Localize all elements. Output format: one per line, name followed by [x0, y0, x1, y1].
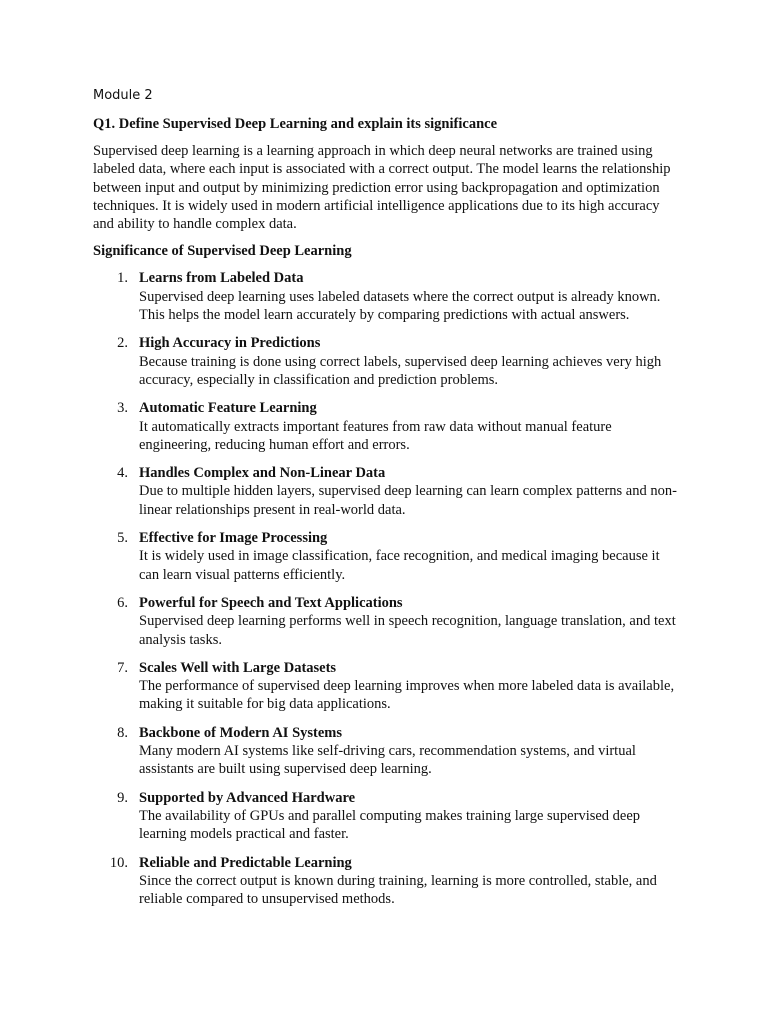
- significance-list: [93, 269, 683, 908]
- item-title: Learns from Labeled Data: [139, 270, 304, 287]
- item-number: 1.: [117, 270, 128, 287]
- item-title: High Accuracy in Predictions: [139, 335, 321, 352]
- item-body: The performance of supervised deep learning improves when more labeled data is available, making it suitable for big data applications.: [139, 678, 675, 713]
- item-number: 4.: [117, 465, 128, 482]
- item-number: 6.: [117, 594, 128, 611]
- list-item: [93, 269, 683, 324]
- item-body: It is widely used in image classification, face recognition, and medical imaging because it can learn visual patterns efficiently.: [139, 548, 660, 583]
- item-number: 8.: [117, 724, 128, 741]
- item-title: Handles Complex and Non-Linear Data: [139, 465, 386, 482]
- document-body: [93, 87, 683, 918]
- item-body: Many modern AI systems like self-driving cars, recommendation systems, and virtual assistants are built using supervised deep learning.: [139, 743, 636, 778]
- intro-paragraph: Supervised deep learning is a learning approach in which deep neural networks are trained using labeled data, where each input is associated with a correct output. The model learns the relationship between input and output by minimizing prediction error using backpropagation and optimization techniques. It is widely used in modern artificial intelligence applications due to its high accuracy and ability to handle complex data.: [93, 143, 671, 233]
- item-body: It automatically extracts important features from raw data without manual feature engineering, reducing human effort and errors.: [139, 418, 612, 453]
- list-item: [93, 789, 683, 844]
- list-item: [93, 659, 683, 714]
- item-body: Due to multiple hidden layers, supervised deep learning can learn complex patterns and non-linear relationships present in real-world data.: [139, 483, 677, 518]
- item-number: 9.: [117, 789, 128, 806]
- item-number: 2.: [117, 335, 128, 352]
- item-number: 7.: [117, 659, 128, 676]
- item-title: Reliable and Predictable Learning: [139, 854, 352, 871]
- list-item: [93, 464, 683, 519]
- list-item: [93, 724, 683, 779]
- item-number: 3.: [117, 400, 128, 417]
- item-number: 10.: [109, 854, 128, 871]
- question-title: Q1. Define Supervised Deep Learning and explain its significance: [93, 116, 498, 132]
- list-item: [93, 529, 683, 584]
- item-body: Supervised deep learning performs well in speech recognition, language translation, and text analysis tasks.: [139, 613, 676, 648]
- list-item: [93, 594, 683, 649]
- item-body: Because training is done using correct labels, supervised deep learning achieves very high accuracy, especially in classification and prediction problems.: [139, 353, 662, 388]
- item-number: 5.: [117, 530, 128, 547]
- item-title: Scales Well with Large Datasets: [139, 659, 337, 676]
- item-title: Backbone of Modern AI Systems: [139, 724, 343, 741]
- section-heading: Significance of Supervised Deep Learning: [93, 243, 352, 260]
- item-title: Supported by Advanced Hardware: [139, 789, 356, 806]
- item-body: Supervised deep learning uses labeled datasets where the correct output is already known. This helps the model learn accurately by comparing predictions with actual answers.: [139, 288, 661, 324]
- item-title: Automatic Feature Learning: [139, 400, 317, 417]
- item-body: Since the correct output is known during training, learning is more controlled, stable, and reliable compared to unsupervised methods.: [139, 872, 657, 908]
- list-item: [93, 334, 683, 389]
- module-label: Module 2: [93, 88, 153, 103]
- item-title: Powerful for Speech and Text Applications: [139, 594, 403, 611]
- list-item: [93, 399, 683, 454]
- item-body: The availability of GPUs and parallel computing makes training large supervised deep learning models practical and faster.: [139, 807, 641, 843]
- list-item: [93, 854, 683, 909]
- item-title: Effective for Image Processing: [139, 530, 328, 547]
